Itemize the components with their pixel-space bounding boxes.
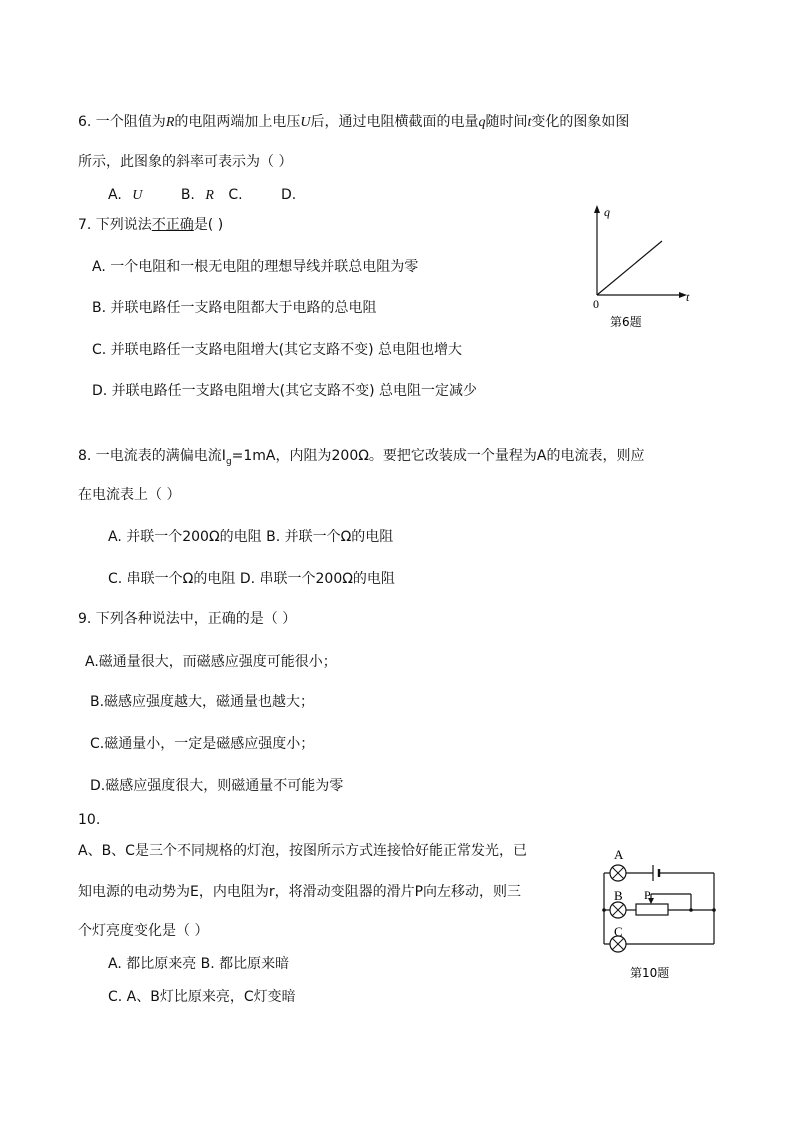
q8-subscript: g — [225, 456, 232, 467]
q10-options-AB: A. 都比原来亮 B. 都比原来暗 — [108, 956, 290, 972]
q9-stem: 9. 下列各种说法中，正确的是（ ） — [78, 611, 297, 627]
lamp-B-label: B — [614, 888, 623, 903]
q10-stem-line3: 个灯亮度变化是（ ） — [78, 923, 209, 939]
q6-graph — [582, 200, 702, 330]
lamp-A-label: A — [614, 847, 624, 862]
q6-text: 6. 一个阻值为 — [78, 114, 166, 130]
y-axis-arrow-icon — [594, 205, 600, 213]
figure-caption: 第10题 — [630, 966, 670, 980]
q6-text: 后，通过电阻横截面的电量 — [310, 114, 479, 130]
q8-stem-line1 — [78, 446, 645, 472]
var-R: R — [165, 115, 175, 130]
q7-text: 是( ) — [193, 217, 224, 233]
x-axis-label: t — [686, 290, 690, 304]
var-q: q — [478, 115, 486, 130]
option-D: D. — [281, 187, 297, 203]
q10-number: 10. — [78, 812, 101, 828]
lamp-C-label: C — [614, 924, 623, 939]
q9-option-D: D.磁感应强度很大，则磁通量不可能为零 — [90, 778, 344, 794]
q10-option-C: C. A、B灯比原来亮，C灯变暗 — [108, 989, 296, 1005]
q7-stem — [78, 215, 223, 235]
q8-stem-line2: 在电流表上（ ） — [78, 487, 181, 503]
q10-circuit — [596, 840, 726, 980]
rheostat-icon — [636, 904, 668, 915]
var-U: U — [300, 115, 311, 130]
q7-text: 7. 下列说法 — [78, 217, 152, 233]
q-t-line — [597, 241, 662, 295]
q10-stem-line1: A、B、C是三个不同规格的灯泡，按图所示方式连接恰好能正常发光，已 — [78, 843, 527, 859]
q8-options-AB: A. 并联一个200Ω的电阻 B. 并联一个Ω的电阻 — [108, 529, 394, 545]
q6-text: 随时间 — [485, 114, 528, 130]
q8-options-CD: C. 串联一个Ω的电阻 D. 串联一个200Ω的电阻 — [108, 571, 395, 587]
q9-option-C: C.磁通量小，一定是磁感应强度小； — [90, 736, 315, 752]
slider-P-label: P — [644, 888, 651, 902]
q9-option-B: B.磁感应强度越大，磁通量也越大； — [90, 694, 315, 710]
figure-caption: 第6题 — [610, 315, 642, 329]
q6-stem-line1 — [78, 112, 629, 133]
q8-text: 8. 一电流表的满偏电流I — [78, 448, 226, 464]
y-axis-label: q — [604, 205, 610, 219]
q7-option-A: A. 一个电阻和一根无电阻的理想导线并联总电阻为零 — [92, 259, 419, 275]
q7-option-D: D. 并联电路任一支路电阻增大(其它支路不变) 总电阻一定减少 — [92, 383, 478, 399]
option-B: B. — [180, 187, 195, 203]
q7-emphasis: 不正确 — [151, 217, 194, 233]
q7-option-B: B. 并联电路任一支路电阻都大于电路的总电阻 — [92, 300, 377, 316]
q8-text: =1mA，内阻为200Ω。要把它改装成一个量程为A的电流表，则应 — [231, 448, 645, 464]
q6-text: 变化的图象如图 — [531, 114, 630, 130]
q7-option-C: C. 并联电路任一支路电阻增大(其它支路不变) 总电阻也增大 — [92, 342, 463, 358]
option-A: A. — [108, 187, 122, 203]
var-t: t — [527, 115, 532, 130]
option-C: C. — [228, 187, 243, 203]
q6-stem-line2: 所示，此图象的斜率可表示为（ ） — [78, 154, 293, 170]
q9-option-A: A.磁通量很大，而磁感应强度可能很小； — [85, 654, 337, 670]
option-A-value: U — [132, 188, 143, 203]
origin-label: 0 — [593, 297, 599, 311]
q6-text: 的电阻两端加上电压 — [174, 114, 301, 130]
q10-stem-line2: 知电源的电动势为E，内电阻为r，将滑动变阻器的滑片P向左移动，则三 — [78, 884, 522, 900]
option-B-value: R — [205, 188, 214, 203]
q6-options — [108, 185, 296, 206]
